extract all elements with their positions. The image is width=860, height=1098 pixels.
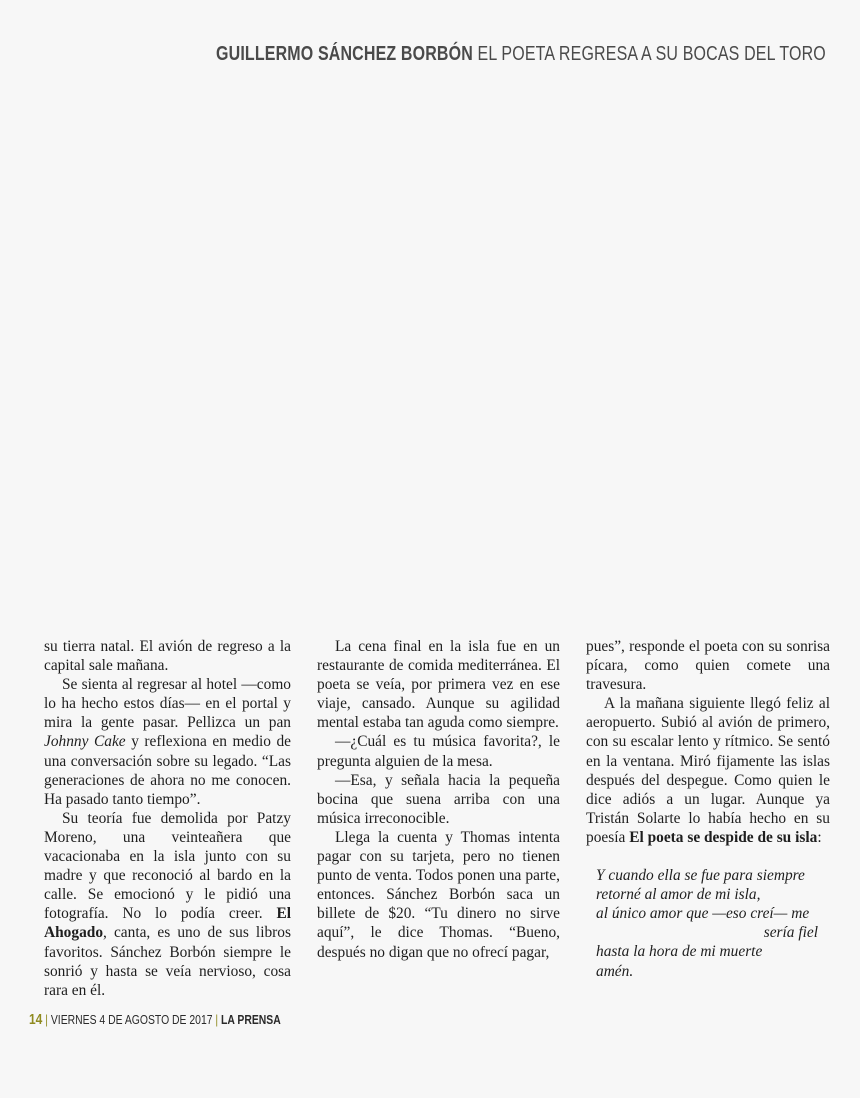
publication-name: LA PRENSA (221, 1012, 281, 1027)
footer-date: VIERNES 4 DE AGOSTO DE 2017 (50, 1012, 213, 1027)
poem-excerpt (596, 866, 818, 981)
paragraph: La cena final en la isla fue en un restaurante de comida mediterránea. El poeta se veía, por primera vez en ese viaje, cansado. Aunque su agilidad mental estaba tan aguda como siempre. (317, 638, 560, 732)
text-run: A la mañana siguiente llegó feliz al aeropuerto. Subió al avión de primero, con su escalar lento y rítmico. Se sentó en la ventana. Miró fijamente las islas después del despegue. Como quien le dice adiós a un lugar. Aunque ya Tristán Solarte lo había hecho en su poesía (586, 695, 830, 846)
paragraph: pues”, responde el poeta con su sonrisa pícara, como quien comete una travesura. (586, 638, 830, 694)
bold-text: El poeta se despide de su isla (629, 828, 818, 846)
text-run: y reflexiona en medio de una conversación sobre su legado. “Las generaciones de ahora no me conocen. Ha pasado tanto tiempo”. (44, 733, 291, 808)
bold-text: El Ahogado (44, 905, 291, 942)
text-run: , canta, es uno de sus libros favoritos. Sánchez Borbón siempre le sonrió y hasta se veía nervioso, cosa rara en él. (44, 924, 291, 999)
poem-line: sería fiel (763, 924, 818, 942)
poem-line: retorné al amor de mi isla, (596, 886, 761, 904)
header-name: GUILLERMO SÁNCHEZ BORBÓN (216, 42, 474, 65)
footer-separator: | (45, 1012, 48, 1027)
paragraph (586, 694, 830, 847)
italic-text: Johnny Cake (44, 733, 126, 751)
poem-line: hasta la hora de mi muerte (596, 943, 763, 961)
text-run: Su teoría fue demolida por Patzy Moreno, una veinteañera que vacacionaba en la isla junto con su madre y que reconoció al bardo en la calle. Se emocionó y le pidió una fotografía. No lo podía creer. (44, 809, 291, 923)
article-column-3 (586, 637, 830, 981)
paragraph (44, 675, 291, 809)
text-run: Se sienta al regresar al hotel —como lo ha hecho estos días— en el portal y mira la gente pasar. Pellizca un pan (44, 676, 291, 732)
paragraph: Llega la cuenta y Thomas intenta pagar con su tarjeta, pero no tienen punto de venta. Todos ponen una parte, entonces. Sánchez Borbón saca un billete de $20. “Tu dinero no sirve aquí”, le dice Thomas. “Bueno, después no digan que no ofrecí pagar, (317, 828, 560, 961)
paragraph: su tierra natal. El avión de regreso a la capital sale mañana. (44, 638, 291, 675)
header-title: EL POETA REGRESA A SU BOCAS DEL TORO (477, 42, 826, 65)
page-footer (29, 1011, 281, 1028)
page-number: 14 (29, 1011, 43, 1028)
footer-separator: | (215, 1012, 219, 1027)
poem-line: Y cuando ella se fue para siempre (596, 867, 805, 885)
paragraph: —¿Cuál es tu música favorita?, le pregunta alguien de la mesa. (317, 733, 560, 770)
article-column-1 (44, 637, 291, 1000)
text-run: : (817, 828, 822, 846)
poem-line: al único amor que —eso creí— me (596, 905, 810, 923)
article-column-2 (317, 637, 560, 962)
paragraph (44, 809, 291, 1000)
poem-line: amén. (596, 962, 634, 980)
page-header (216, 42, 826, 66)
paragraph: —Esa, y señala hacia la pequeña bocina que suena arriba con una música irreconocible. (317, 771, 560, 827)
